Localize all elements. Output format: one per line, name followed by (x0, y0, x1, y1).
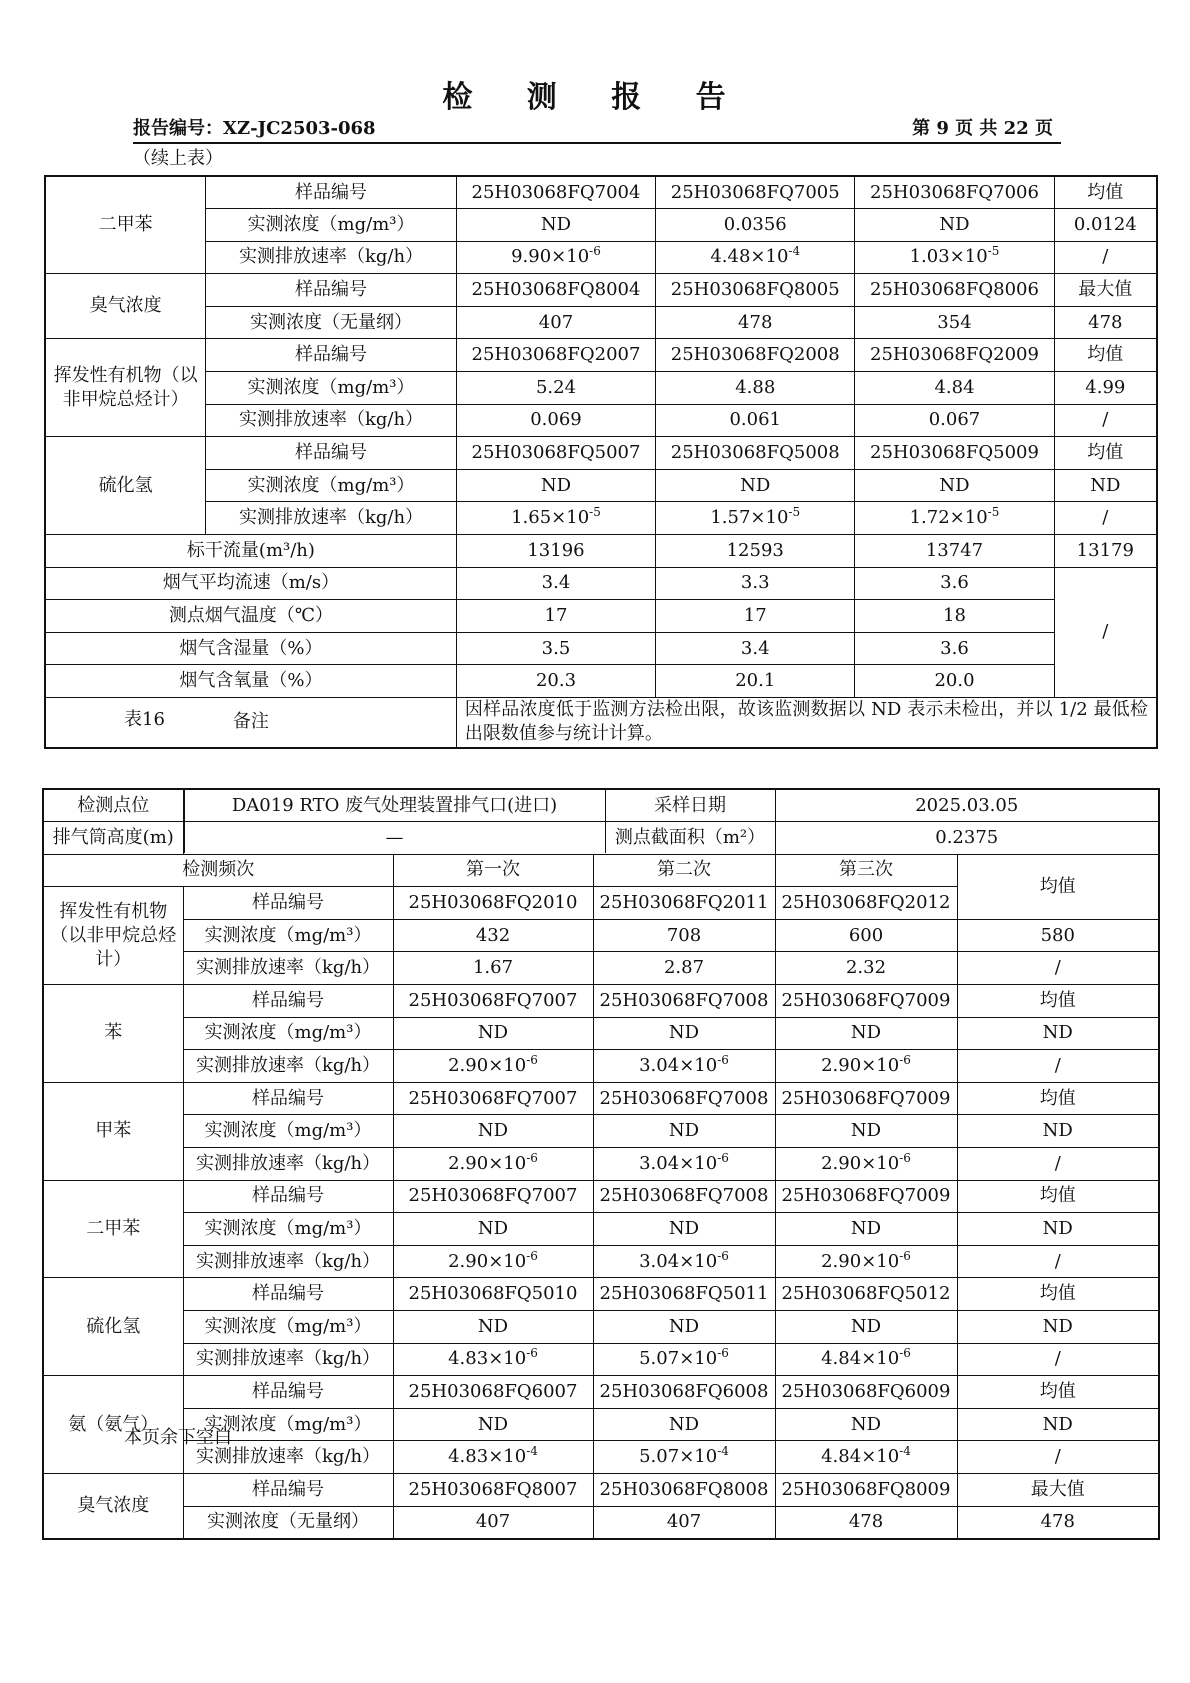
table-cell: 25H03068FQ7009 (775, 1082, 957, 1115)
rate-value: $1.65\times 10^{-5}$ (456, 502, 655, 535)
table-cell: ND (957, 1408, 1159, 1441)
table-cell: 实测排放速率（kg/h） (183, 1441, 393, 1474)
freq-header: 第三次 (775, 854, 957, 887)
rate-value: $3.04\times 10^{-6}$ (593, 1148, 775, 1181)
pollutant-name: 硫化氢 (43, 1278, 183, 1376)
table-cell: / (957, 952, 1159, 985)
table-cell: 实测排放速率（kg/h） (183, 1343, 393, 1376)
table-cell: ND (393, 1408, 593, 1441)
table-cell: 1.67 (393, 952, 593, 985)
rate-value: $5.07\times 10^{-4}$ (593, 1441, 775, 1474)
table-cell: 25H03068FQ8008 (593, 1473, 775, 1506)
pollutant-name: 二甲苯 (45, 176, 206, 274)
continued-note: （续上表） (133, 148, 223, 169)
table-cell: 实测排放速率（kg/h） (206, 404, 457, 437)
pollutant-name: 挥发性有机物（以非甲烷总烃计） (43, 887, 183, 985)
exponent: -6 (899, 1346, 911, 1361)
table-row (43, 1506, 1159, 1539)
table-cell: 25H03068FQ7008 (593, 1082, 775, 1115)
table-cell: ND (656, 469, 855, 502)
remark-text: 因样品浓度低于监测方法检出限，故该监测数据以 ND 表示未检出，并以 1/2 最低检出限数值参与统计计算。 (456, 698, 1157, 748)
table-cell: 25H03068FQ2010 (393, 887, 593, 920)
continued-table (44, 175, 1158, 749)
rate-value: $2.90\times 10^{-6}$ (393, 1148, 593, 1181)
table-cell: 样品编号 (206, 437, 457, 470)
table-cell: 样品编号 (183, 985, 393, 1018)
exponent: -6 (717, 1346, 729, 1361)
table-cell: ND (855, 209, 1054, 242)
table-cell: 实测浓度（mg/m³） (183, 919, 393, 952)
table-cell: 测点烟气温度（℃） (45, 600, 456, 633)
exponent: -6 (526, 1248, 538, 1263)
table-cell: 478 (957, 1506, 1159, 1539)
pollutant-name: 硫化氢 (45, 437, 206, 535)
table-row (43, 1148, 1159, 1181)
table-row (45, 339, 1157, 372)
table-cell: 17 (656, 600, 855, 633)
table-cell: 3.5 (456, 632, 655, 665)
table-cell: 25H03068FQ5007 (456, 437, 655, 470)
table-cell: 25H03068FQ7007 (393, 1082, 593, 1115)
table-row (45, 176, 1157, 209)
table-cell: 20.0 (855, 665, 1054, 698)
pollutant-name: 臭气浓度 (43, 1473, 183, 1538)
table-cell: 20.3 (456, 665, 655, 698)
height-label: 排气筒高度(m) (43, 822, 183, 855)
date-value: 2025.03.05 (775, 789, 1159, 822)
table-cell: 25H03068FQ2011 (593, 887, 775, 920)
height-text: — (184, 822, 606, 853)
exponent: -4 (717, 1444, 729, 1459)
table-cell: ND (456, 469, 655, 502)
table-cell: ND (593, 1408, 775, 1441)
table-row (45, 632, 1157, 665)
point-text: DA019 RTO 废气处理装置排气口(进口) (184, 790, 606, 821)
exponent: -5 (589, 505, 601, 520)
rate-value: $2.90\times 10^{-6}$ (393, 1050, 593, 1083)
exponent: -6 (526, 1346, 538, 1361)
table-cell: 实测浓度（无量纲） (206, 306, 457, 339)
freq-label: 检测频次 (43, 854, 393, 887)
table-cell: ND (593, 1311, 775, 1344)
exponent: -6 (899, 1150, 911, 1165)
table-cell: ND (775, 1408, 957, 1441)
remark-label: 备注 (45, 698, 456, 748)
table-cell: ND (393, 1311, 593, 1344)
table-cell: 实测排放速率（kg/h） (206, 502, 457, 535)
pollutant-name: 甲苯 (43, 1082, 183, 1180)
table-row (43, 1180, 1159, 1213)
rate-value: $1.03\times 10^{-5}$ (855, 241, 1054, 274)
table-cell: 实测排放速率（kg/h） (183, 952, 393, 985)
exponent: -6 (899, 1053, 911, 1068)
table-cell: 实测浓度（mg/m³） (206, 372, 457, 405)
table-cell: 3.6 (855, 567, 1054, 600)
table-cell: 25H03068FQ8006 (855, 274, 1054, 307)
table-row (45, 600, 1157, 633)
table-cell: / (957, 1245, 1159, 1278)
table-cell: 354 (855, 306, 1054, 339)
table-row (43, 1278, 1159, 1311)
rate-value: $1.57\times 10^{-5}$ (656, 502, 855, 535)
table-cell: 25H03068FQ2009 (855, 339, 1054, 372)
table-row (45, 241, 1157, 274)
exponent: -4 (899, 1444, 911, 1459)
pollutant-name: 臭气浓度 (45, 274, 206, 339)
table-row (43, 1343, 1159, 1376)
table-cell: ND (593, 1017, 775, 1050)
table-cell: 407 (456, 306, 655, 339)
pollutant-name: 二甲苯 (43, 1180, 183, 1278)
table-cell: 标干流量(m³/h) (45, 535, 456, 568)
date-label: 采样日期 (654, 794, 726, 816)
table-cell: 最大值 (957, 1473, 1159, 1506)
table-cell: 20.1 (656, 665, 855, 698)
table-row (43, 1473, 1159, 1506)
rate-value: $4.83\times 10^{-4}$ (393, 1441, 593, 1474)
table-cell: 实测排放速率（kg/h） (206, 241, 457, 274)
table-cell: ND (456, 209, 655, 242)
table-row (45, 469, 1157, 502)
table-cell: ND (1054, 469, 1157, 502)
table-cell: 样品编号 (183, 1278, 393, 1311)
table-cell: 25H03068FQ2008 (656, 339, 855, 372)
table-cell: 0.067 (855, 404, 1054, 437)
table-cell: 25H03068FQ6007 (393, 1376, 593, 1409)
table-cell: 样品编号 (206, 176, 457, 209)
table-cell: ND (593, 1213, 775, 1246)
table-cell: 0.069 (456, 404, 655, 437)
table-cell: 2.32 (775, 952, 957, 985)
pollutant-name: 氨（氨气） (43, 1376, 183, 1474)
rate-value: $5.07\times 10^{-6}$ (593, 1343, 775, 1376)
table-cell: ND (957, 1311, 1159, 1344)
table-cell: / (957, 1441, 1159, 1474)
rate-value: $2.90\times 10^{-6}$ (775, 1148, 957, 1181)
table-cell: 25H03068FQ8005 (656, 274, 855, 307)
table-row (45, 437, 1157, 470)
table-cell: ND (393, 1115, 593, 1148)
table-cell: 25H03068FQ7008 (593, 1180, 775, 1213)
table-cell: 样品编号 (183, 1180, 393, 1213)
table-cell: 25H03068FQ5010 (393, 1278, 593, 1311)
page-info: 第 9 页 共 22 页 (912, 118, 1053, 139)
area-value: 0.2375 (775, 822, 1159, 855)
table-row (43, 952, 1159, 985)
rate-value: $3.04\times 10^{-6}$ (593, 1050, 775, 1083)
table-cell: / (1054, 241, 1157, 274)
exponent: -5 (987, 244, 1000, 259)
table-cell: 25H03068FQ5012 (775, 1278, 957, 1311)
table-cell: / (957, 1148, 1159, 1181)
table-cell: 17 (456, 600, 655, 633)
table-cell: ND (593, 1115, 775, 1148)
table-cell: 25H03068FQ7007 (393, 1180, 593, 1213)
table-cell: 407 (393, 1506, 593, 1539)
table-cell: 25H03068FQ6008 (593, 1376, 775, 1409)
table-cell: / (1054, 567, 1157, 697)
table-cell: 407 (593, 1506, 775, 1539)
point-label: 检测点位 (43, 789, 183, 822)
exponent: -6 (717, 1150, 729, 1165)
table-row (45, 209, 1157, 242)
table-cell: 烟气含湿量（%） (45, 632, 456, 665)
table-cell: 25H03068FQ7005 (656, 176, 855, 209)
table-row (43, 919, 1159, 952)
exponent: -6 (526, 1053, 538, 1068)
rate-value: $4.84\times 10^{-6}$ (775, 1343, 957, 1376)
rate-value: $2.90\times 10^{-6}$ (775, 1050, 957, 1083)
table-cell: 25H03068FQ2007 (456, 339, 655, 372)
table-row (45, 372, 1157, 405)
table-row (45, 274, 1157, 307)
pollutant-name: 苯 (43, 985, 183, 1083)
rate-value: $4.84\times 10^{-4}$ (775, 1441, 957, 1474)
table-cell: 3.4 (656, 632, 855, 665)
table-row (43, 985, 1159, 1018)
table-cell: 600 (775, 919, 957, 952)
table-row (45, 665, 1157, 698)
pollutant-name: 挥发性有机物（以非甲烷总烃计） (45, 339, 206, 437)
table-cell: 烟气含氧量（%） (45, 665, 456, 698)
table-cell: 478 (775, 1506, 957, 1539)
rate-value: $4.83\times 10^{-6}$ (393, 1343, 593, 1376)
table-cell: 25H03068FQ5008 (656, 437, 855, 470)
table-cell: 实测浓度（无量纲） (183, 1506, 393, 1539)
table-cell: 25H03068FQ5009 (855, 437, 1054, 470)
table-cell: 25H03068FQ5011 (593, 1278, 775, 1311)
rate-value: $2.90\times 10^{-6}$ (393, 1245, 593, 1278)
table-cell: 样品编号 (206, 274, 457, 307)
table-cell: 4.99 (1054, 372, 1157, 405)
freq-header: 第二次 (593, 854, 775, 887)
exponent: -4 (526, 1444, 538, 1459)
table-row (43, 854, 1159, 887)
table-cell: ND (957, 1213, 1159, 1246)
table-cell: 25H03068FQ6009 (775, 1376, 957, 1409)
table-cell: 25H03068FQ7007 (393, 985, 593, 1018)
report-number: 报告编号：XZ-JC2503-068 (133, 118, 376, 139)
table-cell: 478 (1054, 306, 1157, 339)
table-row (45, 502, 1157, 535)
table-row (43, 822, 1159, 855)
report-header (133, 112, 1061, 144)
table-cell: / (957, 1050, 1159, 1083)
table-cell: 25H03068FQ8004 (456, 274, 655, 307)
table-cell: 708 (593, 919, 775, 952)
table-cell: ND (393, 1017, 593, 1050)
exponent: -5 (987, 505, 1000, 520)
table-cell: 实测排放速率（kg/h） (183, 1148, 393, 1181)
table-cell: / (1054, 502, 1157, 535)
exponent: -6 (717, 1053, 729, 1068)
point-value (183, 789, 775, 822)
table-cell: 25H03068FQ7009 (775, 1180, 957, 1213)
table-cell: 样品编号 (206, 339, 457, 372)
table-cell: 12593 (656, 535, 855, 568)
table-cell: 实测浓度（mg/m³） (183, 1213, 393, 1246)
table-cell: ND (775, 1115, 957, 1148)
table-cell: 25H03068FQ2012 (775, 887, 957, 920)
table-cell: 3.4 (456, 567, 655, 600)
exponent: -4 (788, 244, 801, 259)
table-row (43, 789, 1159, 822)
table-cell: 478 (656, 306, 855, 339)
table-cell: / (1054, 404, 1157, 437)
table-cell: 3.3 (656, 567, 855, 600)
table-cell: ND (775, 1213, 957, 1246)
table-cell: 实测浓度（mg/m³） (183, 1408, 393, 1441)
table-cell: 25H03068FQ7009 (775, 985, 957, 1018)
rate-value: $1.72\times 10^{-5}$ (855, 502, 1054, 535)
table-row (43, 1017, 1159, 1050)
exponent: -6 (526, 1150, 538, 1165)
table-cell: 样品编号 (183, 1376, 393, 1409)
table-cell: 均值 (957, 1082, 1159, 1115)
table-cell: 均值 (957, 1180, 1159, 1213)
table-cell: 实测排放速率（kg/h） (183, 1245, 393, 1278)
table-cell: 实测排放速率（kg/h） (183, 1050, 393, 1083)
table-cell: ND (775, 1311, 957, 1344)
table-cell: 0.0356 (656, 209, 855, 242)
rate-value: $9.90\times 10^{-6}$ (456, 241, 655, 274)
table-cell: 25H03068FQ7006 (855, 176, 1054, 209)
table-cell: 实测浓度（mg/m³） (183, 1115, 393, 1148)
table-cell: 25H03068FQ8009 (775, 1473, 957, 1506)
exponent: -6 (717, 1248, 729, 1263)
table-cell: 5.24 (456, 372, 655, 405)
footer-note: 本页余下空白 (124, 1427, 232, 1448)
table-row (43, 1213, 1159, 1246)
table-cell: 最大值 (1054, 274, 1157, 307)
table-cell: 实测浓度（mg/m³） (183, 1017, 393, 1050)
table-cell: 均值 (957, 1376, 1159, 1409)
table16-label: 表16 (124, 709, 165, 730)
table-cell: 样品编号 (183, 1082, 393, 1115)
table-cell: 样品编号 (183, 887, 393, 920)
table-cell: 实测浓度（mg/m³） (183, 1311, 393, 1344)
remark-row (45, 698, 1157, 748)
exponent: -6 (589, 244, 601, 259)
table-cell: 均值 (1054, 176, 1157, 209)
table-cell: 25H03068FQ7004 (456, 176, 655, 209)
freq-header: 第一次 (393, 854, 593, 887)
table-cell: ND (957, 1115, 1159, 1148)
table-cell: 432 (393, 919, 593, 952)
table-cell: 18 (855, 600, 1054, 633)
table-cell: 2.87 (593, 952, 775, 985)
table-cell: 4.88 (656, 372, 855, 405)
avg-header: 均值 (957, 854, 1159, 919)
table-cell: 0.061 (656, 404, 855, 437)
table-cell: 13179 (1054, 535, 1157, 568)
table-row (45, 535, 1157, 568)
table-cell: 均值 (957, 985, 1159, 1018)
table-cell: 25H03068FQ8007 (393, 1473, 593, 1506)
table-row (43, 1082, 1159, 1115)
table-cell: 3.6 (855, 632, 1054, 665)
table-cell: ND (775, 1017, 957, 1050)
rate-value: $3.04\times 10^{-6}$ (593, 1245, 775, 1278)
table-row (45, 404, 1157, 437)
table-cell: 13747 (855, 535, 1054, 568)
table-cell: ND (957, 1017, 1159, 1050)
table-cell: 13196 (456, 535, 655, 568)
table-row (43, 1115, 1159, 1148)
table-row (43, 1311, 1159, 1344)
table-cell: 0.0124 (1054, 209, 1157, 242)
table-row (43, 1050, 1159, 1083)
height-value (183, 822, 775, 855)
table-cell: 样品编号 (183, 1473, 393, 1506)
table-cell: 均值 (957, 1278, 1159, 1311)
table-row (45, 306, 1157, 339)
table-cell: / (957, 1343, 1159, 1376)
table-cell: 实测浓度（mg/m³） (206, 469, 457, 502)
table-cell: ND (393, 1213, 593, 1246)
table-cell: 实测浓度（mg/m³） (206, 209, 457, 242)
area-label: 测点截面积（m²） (614, 826, 766, 848)
table-cell: 均值 (1054, 437, 1157, 470)
table-cell: 580 (957, 919, 1159, 952)
table-row (43, 1245, 1159, 1278)
table-cell: 4.84 (855, 372, 1054, 405)
exponent: -5 (788, 505, 801, 520)
table-cell: 烟气平均流速（m/s） (45, 567, 456, 600)
table-cell: 25H03068FQ7008 (593, 985, 775, 1018)
rate-value: $4.48\times 10^{-4}$ (656, 241, 855, 274)
rate-value: $2.90\times 10^{-6}$ (775, 1245, 957, 1278)
report-title: 检 测 报 告 (442, 80, 748, 115)
exponent: -6 (899, 1248, 911, 1263)
table-cell: ND (855, 469, 1054, 502)
table-row (43, 1376, 1159, 1409)
table-cell: 均值 (1054, 339, 1157, 372)
table-row (45, 567, 1157, 600)
